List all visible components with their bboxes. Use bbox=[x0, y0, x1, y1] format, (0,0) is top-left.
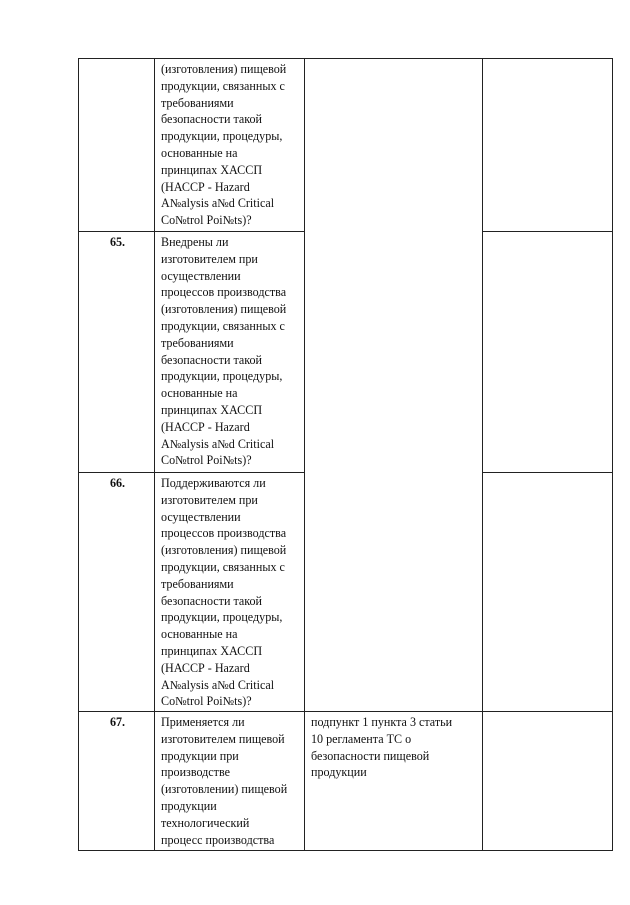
question-line: продукции, процедуры, bbox=[161, 610, 283, 625]
question-line: Внедрены ли bbox=[161, 235, 229, 249]
question-line: принципах ХАССП bbox=[161, 402, 263, 417]
question-line: осуществлении bbox=[161, 509, 241, 524]
question-line: принципах ХАССП bbox=[161, 643, 263, 658]
reference-line: продукции bbox=[311, 765, 367, 780]
question-line: требованиями bbox=[161, 95, 234, 110]
question-line: (НАССР - Hazard bbox=[161, 179, 250, 194]
question-line: безопасности такой bbox=[161, 593, 263, 608]
question-line: процесс производства bbox=[161, 832, 275, 847]
question-cell bbox=[155, 712, 305, 851]
empty-cell bbox=[483, 473, 613, 712]
question-line: процессов производства bbox=[161, 526, 287, 541]
question-line: принципах ХАССП bbox=[161, 162, 263, 177]
question-line: осуществлении bbox=[161, 268, 241, 283]
row-number-cell: 65. bbox=[79, 232, 155, 473]
question-cell bbox=[155, 473, 305, 712]
reference-cell bbox=[305, 712, 483, 851]
empty-cell bbox=[483, 59, 613, 232]
question-line: Co№trol Poi№ts)? bbox=[161, 694, 252, 709]
question-line: безопасности такой bbox=[161, 112, 263, 127]
row-number-cell: 67. bbox=[79, 712, 155, 851]
question-line: безопасности такой bbox=[161, 352, 263, 367]
question-line: продукции, связанных с bbox=[161, 78, 285, 93]
question-line: A№alysis a№d Critical bbox=[161, 677, 275, 692]
question-line: процессов производства bbox=[161, 285, 287, 300]
empty-cell bbox=[483, 232, 613, 473]
row-number-cell bbox=[79, 59, 155, 232]
question-line: Co№trol Poi№ts)? bbox=[161, 213, 252, 228]
question-line: Co№trol Poi№ts)? bbox=[161, 453, 252, 468]
question-line: (НАССР - Hazard bbox=[161, 660, 250, 675]
question-line: (изготовлении) пищевой bbox=[161, 782, 288, 797]
reference-line: безопасности пищевой bbox=[311, 748, 430, 763]
question-line: основанные на bbox=[161, 386, 238, 401]
question-line: продукции, связанных с bbox=[161, 559, 285, 574]
question-line: продукции, связанных с bbox=[161, 318, 285, 333]
question-line: (изготовления) пищевой bbox=[161, 62, 287, 76]
question-cell bbox=[155, 232, 305, 473]
table-row bbox=[79, 712, 613, 851]
row-number-cell: 66. bbox=[79, 473, 155, 712]
question-line: продукции при bbox=[161, 748, 239, 763]
question-line: требованиями bbox=[161, 576, 234, 591]
reference-cell-merged bbox=[305, 59, 483, 712]
question-line: Поддерживаются ли bbox=[161, 476, 266, 490]
question-line: основанные на bbox=[161, 145, 238, 160]
table-row bbox=[79, 59, 613, 232]
checklist-table bbox=[78, 58, 613, 851]
question-line: (изготовления) пищевой bbox=[161, 543, 287, 558]
empty-cell bbox=[483, 712, 613, 851]
question-line: основанные на bbox=[161, 627, 238, 642]
question-line: продукции, процедуры, bbox=[161, 129, 283, 144]
question-line: производстве bbox=[161, 765, 230, 780]
question-line: (изготовления) пищевой bbox=[161, 302, 287, 317]
question-line: продукции bbox=[161, 798, 217, 813]
question-cell bbox=[155, 59, 305, 232]
question-line: требованиями bbox=[161, 335, 234, 350]
question-line: изготовителем пищевой bbox=[161, 731, 285, 746]
question-line: A№alysis a№d Critical bbox=[161, 196, 275, 211]
question-line: Применяется ли bbox=[161, 715, 245, 729]
question-line: (НАССР - Hazard bbox=[161, 419, 250, 434]
reference-line: подпункт 1 пункта 3 статьи bbox=[311, 715, 453, 729]
question-line: технологический bbox=[161, 815, 250, 830]
question-line: изготовителем при bbox=[161, 492, 258, 507]
question-line: продукции, процедуры, bbox=[161, 369, 283, 384]
question-line: A№alysis a№d Critical bbox=[161, 436, 275, 451]
question-line: изготовителем при bbox=[161, 251, 258, 266]
reference-line: 10 регламента ТС о bbox=[311, 731, 412, 746]
